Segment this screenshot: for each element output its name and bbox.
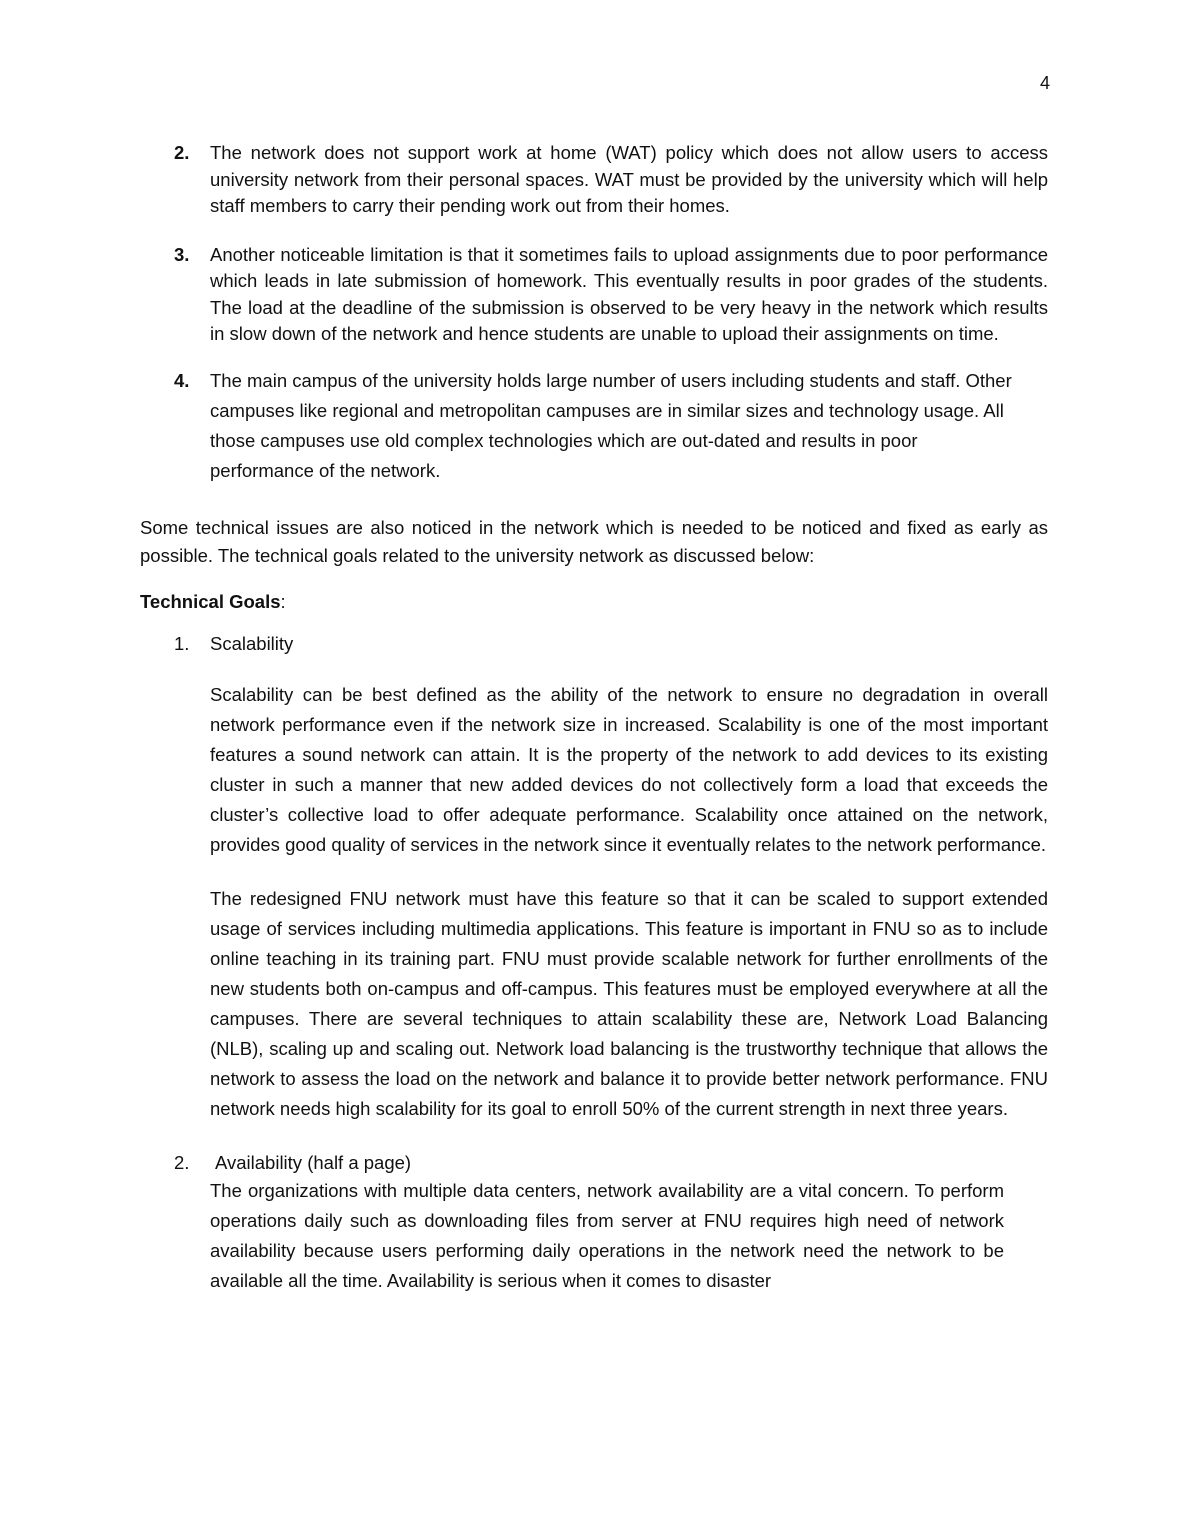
limitation-number: 3. [174,243,190,265]
limitation-item [140,242,1048,348]
limitation-text: The main campus of the university holds large number of users including students and staff. Other campuses like regional and metropolitan campuses are in similar sizes and technology usage. All those campuses use old complex technologies which are out-dated and results in poor performance of the network. [210,369,1012,481]
document-body [140,140,1048,1315]
goal-title: Availability (half a page) [215,1152,412,1173]
heading-text: Technical Goals [140,591,281,612]
scalability-paragraph: Scalability can be best defined as the ability of the network to ensure no degradation in overall network performance even if the network size in increased. Scalability is one of the most important features a sound network can attain. It is the property of the network to add devices to its existing cluster in such a manner that new added devices do not collectively form a load that exceeds the cluster’s collective load to offer adequate performance. Scalability once attained on the network, provides good quality of services in the network since it eventually relates to the network performance. [210,684,1048,855]
limitation-text: Another noticeable limitation is that it sometimes fails to upload assignments due to poor performance which leads in late submission of homework. This eventually results in poor grades of the students. The load at the deadline of the submission is observed to be very heavy in the network which results in slow down of the network and hence students are unable to upload their assignments on time. [210,243,1048,344]
limitation-number: 4. [174,369,190,391]
goal-number: 1. [174,633,190,654]
limitation-item [140,140,1048,220]
limitation-number: 2. [174,142,190,163]
page-number: 4 [1039,73,1050,93]
scalability-paragraph: The redesigned FNU network must have this feature so that it can be scaled to support extended usage of services including multimedia applications. This feature is important in FNU so as to include online teaching in its training part. FNU must provide scalable network for further enrollments of the new students both on-campus and off-campus. This features must be employed everywhere at all the campuses. There are several techniques to attain scalability these are, Network Load Balancing (NLB), scaling up and scaling out. Network load balancing is the trustworthy technique that allows the network to assess the load on the network and balance it to provide better network performance. FNU network needs high scalability for its goal to enroll 50% of the current strength in next three years. [210,888,1048,1119]
technical-intro-paragraph: Some technical issues are also noticed in the network which is needed to be noticed and fixed as early as possible. The technical goals related to the university network as discussed below: [140,516,1048,566]
goal-item-availability [140,1150,1048,1176]
goal-item-scalability [140,630,1048,658]
availability-paragraph: The organizations with multiple data centers, network availability are a vital concern. To perform operations daily such as downloading files from server at FNU requires high need of network availability because users performing daily operations in the network need the network to be available all the time. Availability is serious when it comes to disaster [210,1180,1004,1291]
limitation-item [140,366,1016,486]
heading-colon: : [280,591,286,612]
limitation-text: The network does not support work at home (WAT) policy which does not allow users to access university network from their personal spaces. WAT must be provided by the university which will help staff members to carry their pending work out from their homes. [210,142,1048,216]
technical-goals-heading [140,588,1048,616]
goal-title: Scalability [210,633,294,654]
goal-number: 2. [174,1152,190,1173]
